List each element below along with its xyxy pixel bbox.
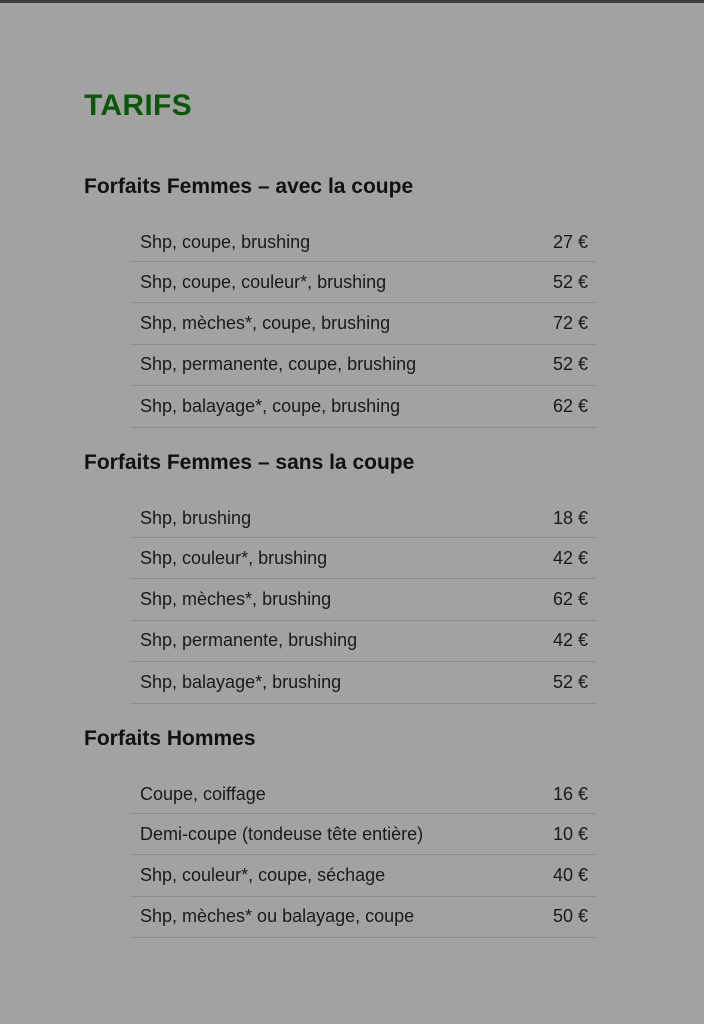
section-femmes-avec-coupe: [84, 174, 596, 428]
price-list: [130, 776, 596, 938]
price-list: [130, 224, 596, 428]
price-row: [130, 345, 596, 386]
section-femmes-sans-coupe: [84, 450, 596, 704]
service-price: 42 €: [552, 630, 588, 651]
price-row: [130, 262, 596, 303]
service-label: Shp, coupe, couleur*, brushing: [140, 271, 387, 292]
service-price: 62 €: [552, 395, 588, 416]
service-label: Shp, mèches*, brushing: [140, 589, 332, 610]
service-price: 52 €: [552, 671, 588, 692]
service-price: 10 €: [552, 823, 588, 844]
price-row: [130, 662, 596, 703]
page-title: TARIFS: [84, 89, 192, 122]
service-label: Shp, permanente, brushing: [140, 630, 358, 651]
section-title: Forfaits Hommes: [84, 727, 256, 750]
price-row: [130, 897, 596, 938]
service-label: Shp, couleur*, coupe, séchage: [140, 865, 386, 886]
service-label: Shp, permanente, coupe, brushing: [140, 354, 417, 375]
service-price: 40 €: [552, 865, 588, 886]
price-row: [130, 386, 596, 427]
price-row: [130, 500, 596, 538]
service-price: 18 €: [552, 508, 588, 528]
service-label: Demi-coupe (tondeuse tête entière): [140, 823, 424, 844]
service-price: 52 €: [552, 354, 588, 375]
service-price: 50 €: [552, 906, 588, 927]
section-title: Forfaits Femmes – avec la coupe: [84, 175, 414, 198]
price-list: [130, 500, 596, 704]
service-price: 42 €: [552, 547, 588, 568]
price-row: [130, 776, 596, 814]
price-row: [130, 579, 596, 620]
price-row: [130, 303, 596, 344]
section-hommes: [84, 726, 596, 938]
price-row: [130, 855, 596, 896]
service-price: 52 €: [552, 271, 588, 292]
service-label: Coupe, coiffage: [140, 784, 266, 804]
service-label: Shp, brushing: [140, 508, 252, 528]
service-price: 16 €: [552, 784, 588, 804]
service-label: Shp, coupe, brushing: [140, 232, 311, 252]
price-row: [130, 814, 596, 855]
service-price: 62 €: [552, 589, 588, 610]
service-label: Shp, mèches*, coupe, brushing: [140, 313, 391, 334]
service-price: 27 €: [552, 232, 588, 252]
service-price: 72 €: [552, 313, 588, 334]
service-label: Shp, balayage*, brushing: [140, 671, 342, 692]
price-row: [130, 621, 596, 662]
price-row: [130, 538, 596, 579]
section-title: Forfaits Femmes – sans la coupe: [84, 451, 415, 474]
service-label: Shp, couleur*, brushing: [140, 547, 328, 568]
service-label: Shp, mèches* ou balayage, coupe: [140, 906, 415, 927]
service-label: Shp, balayage*, coupe, brushing: [140, 395, 401, 416]
price-row: [130, 224, 596, 262]
